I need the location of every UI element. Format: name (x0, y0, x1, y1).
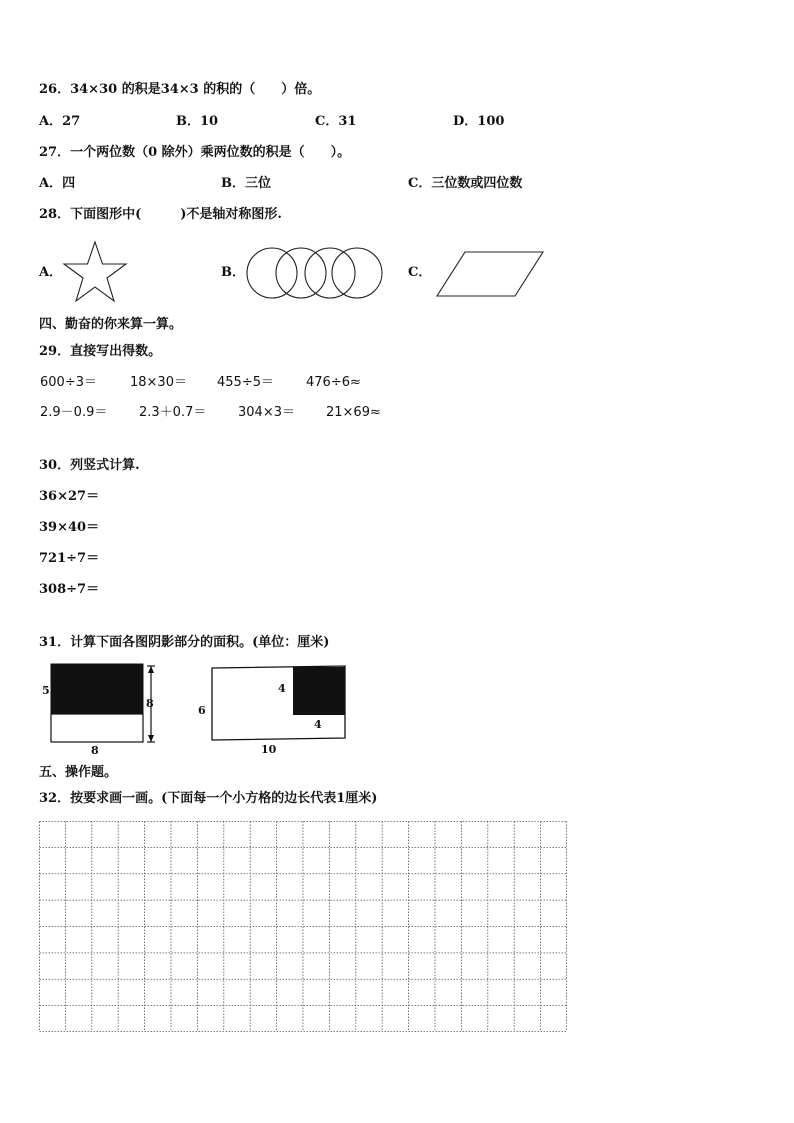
q27-stem: 27．一个两位数（0 除外）乘两位数的积是（ ）。 (39, 145, 351, 160)
q28-option-a[interactable]: A． (39, 265, 63, 280)
q28-option-c[interactable]: C． (408, 265, 432, 280)
fig1-left-label: 5 (42, 684, 50, 697)
parallelogram-figure (435, 250, 545, 298)
q26-option-a[interactable]: A．27 (39, 114, 81, 129)
fig2-left-label: 6 (198, 704, 206, 717)
q28-stem: 28．下面图形中( )不是轴对称图形. (39, 207, 282, 222)
fig2-square-bottom-label: 4 (314, 718, 322, 731)
fig2-square-left-label: 4 (278, 682, 286, 695)
q31-figure-2 (194, 662, 354, 758)
q29-r1-c4: 476÷6≈ (306, 375, 361, 390)
q30-item-2: 39×40＝ (39, 520, 100, 535)
q29-r1-c3: 455÷5＝ (217, 375, 274, 390)
fig1-bottom-label: 8 (91, 744, 99, 757)
q28-option-b[interactable]: B． (221, 265, 245, 280)
drawing-grid-lines (39, 821, 567, 1032)
q30-item-3: 721÷7＝ (39, 551, 100, 566)
q29-stem: 29．直接写出得数。 (39, 344, 162, 359)
q30-stem: 30．列竖式计算. (39, 458, 140, 473)
q30-item-4: 308÷7＝ (39, 582, 100, 597)
q29-r2-c2: 2.3＋0.7＝ (139, 405, 207, 420)
section4-title: 四、勤奋的你来算一算。 (39, 317, 183, 332)
q26-stem: 26．34×30 的积是34×3 的积的（ ）倍。 (39, 82, 321, 97)
q31-stem: 31．计算下面各图阴影部分的面积。(单位：厘米) (39, 635, 330, 650)
four-overlapping-circles-figure (245, 246, 385, 300)
q29-r2-c1: 2.9－0.9＝ (40, 405, 108, 420)
q27-option-b[interactable]: B．三位 (221, 176, 271, 191)
star-icon (62, 240, 128, 304)
q27-option-c[interactable]: C．三位数或四位数 (408, 176, 523, 191)
q29-r2-c3: 304×3＝ (238, 405, 295, 420)
q30-item-1: 36×27＝ (39, 489, 100, 504)
q29-r2-c4: 21×69≈ (326, 405, 381, 420)
section5-title: 五、操作题。 (39, 765, 118, 780)
q26-option-d[interactable]: D．100 (453, 114, 505, 129)
q27-option-a[interactable]: A．四 (39, 176, 76, 191)
q31-figure-1 (40, 662, 165, 758)
q29-r1-c1: 600÷3＝ (40, 375, 97, 390)
q32-stem: 32．按要求画一画。(下面每一个小方格的边长代表1厘米) (39, 791, 378, 806)
q29-r1-c2: 18×30＝ (130, 375, 187, 390)
q26-option-b[interactable]: B．10 (176, 114, 219, 129)
fig2-bottom-label: 10 (261, 743, 277, 756)
q26-option-c[interactable]: C．31 (315, 114, 357, 129)
fig1-right-label: 8 (146, 697, 154, 710)
drawing-grid[interactable] (39, 821, 567, 1032)
